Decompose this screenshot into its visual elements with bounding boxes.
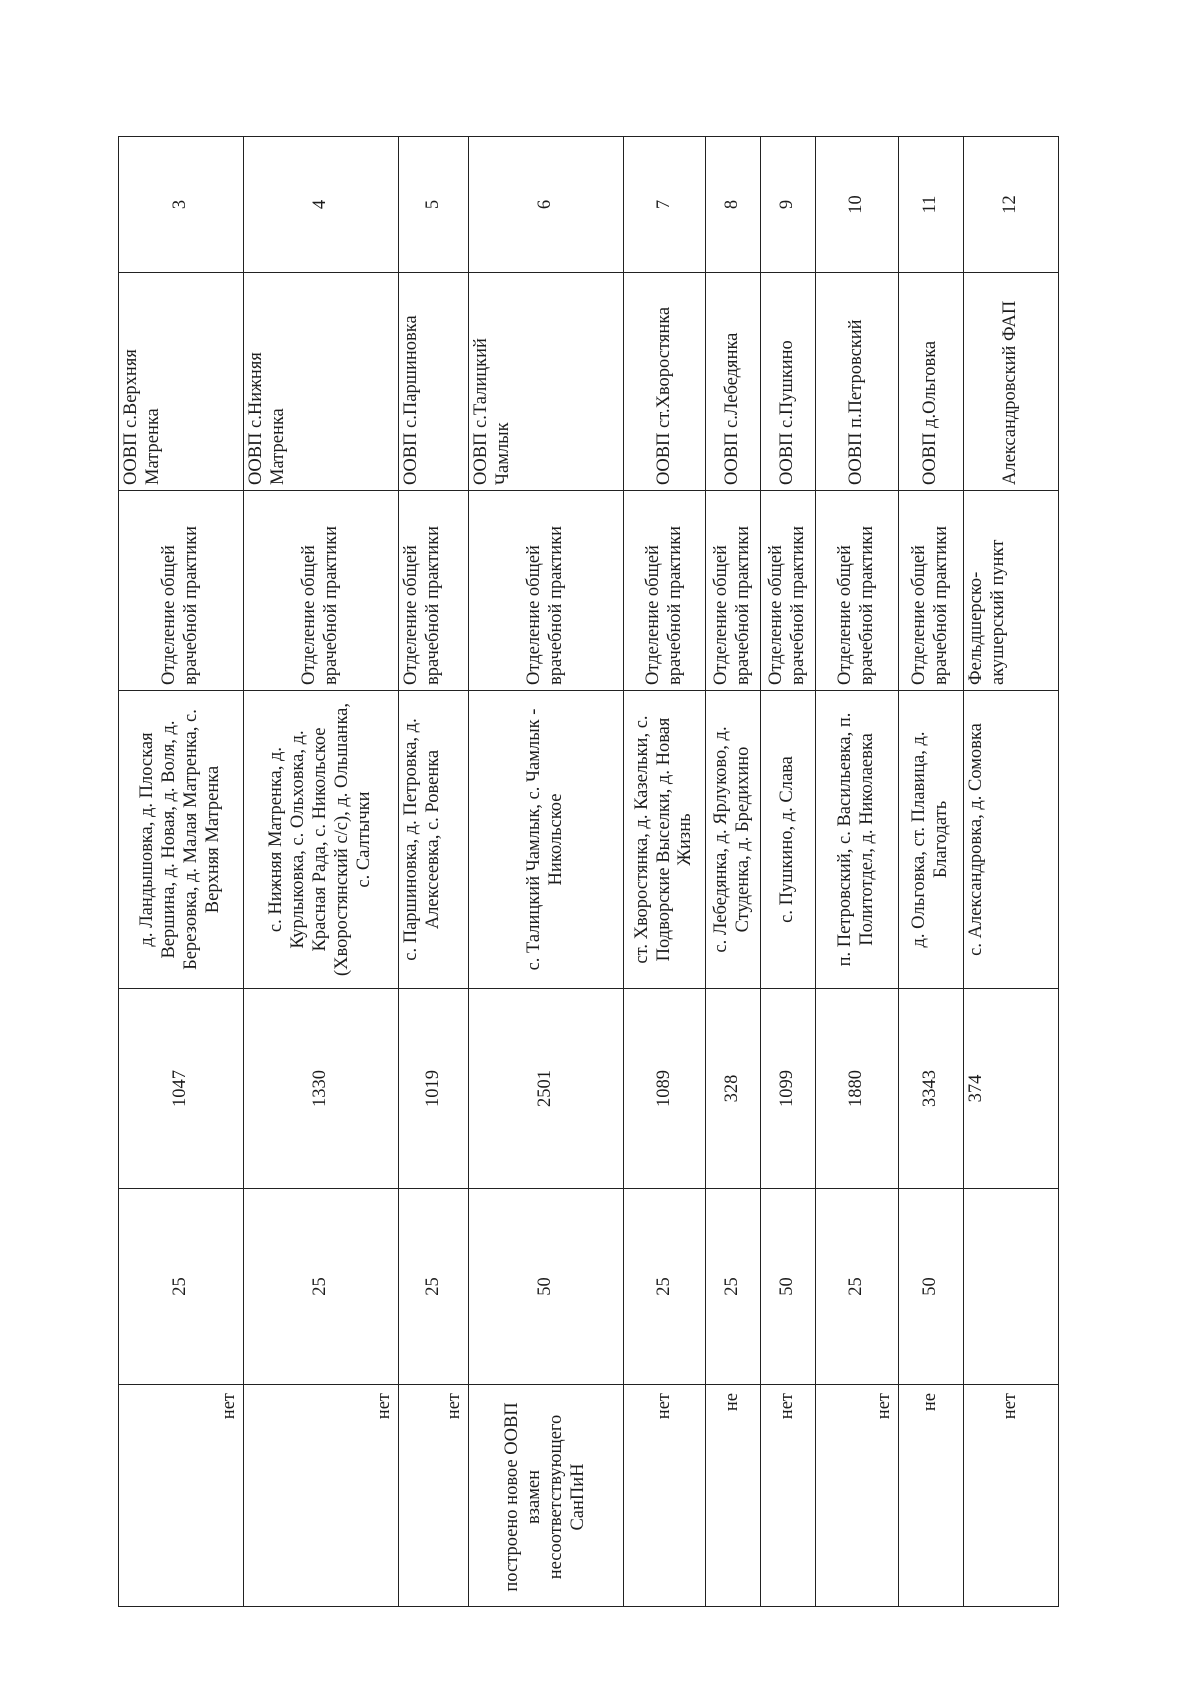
beds-cell: 50 [899, 1189, 964, 1385]
villages-cell: п. Петровский, с. Васильевка, п. Политотдел, д. Николаевка [816, 691, 899, 989]
facility-type-cell: Отделение общей врачебной практики [244, 491, 399, 691]
note-cell: не [899, 1385, 964, 1607]
population-cell: 374 [964, 989, 1059, 1189]
facility-name-cell: Александровский ФАП [964, 273, 1059, 491]
facility-type-cell: Отделение общей врачебной практики [706, 491, 761, 691]
note-cell: нет [964, 1385, 1059, 1607]
table-row [244, 137, 399, 1607]
population-cell: 1019 [399, 989, 469, 1189]
population-cell: 1089 [624, 989, 706, 1189]
facility-type-cell: Отделение общей врачебной практики [624, 491, 706, 691]
population-cell: 1880 [816, 989, 899, 1189]
row-number-cell: 10 [816, 137, 899, 273]
note-cell: построено новое ООВП взамен несоответствующего СанПиН [469, 1385, 624, 1607]
facility-type-cell: Отделение общей врачебной практики [469, 491, 624, 691]
row-number-cell: 7 [624, 137, 706, 273]
table-row [964, 137, 1059, 1607]
table-row [706, 137, 761, 1607]
facility-type-cell: Отделение общей врачебной практики [761, 491, 816, 691]
row-number-cell: 6 [469, 137, 624, 273]
note-cell: нет [119, 1385, 244, 1607]
note-cell: нет [816, 1385, 899, 1607]
villages-cell: с. Александровка, д. Сомовка [964, 691, 1059, 989]
villages-cell: с. Лебедянка, д. Ярлуково, д. Студенка, д. Бредихино [706, 691, 761, 989]
beds-cell: 50 [761, 1189, 816, 1385]
beds-cell [964, 1189, 1059, 1385]
population-cell: 3343 [899, 989, 964, 1189]
row-number-cell: 11 [899, 137, 964, 273]
facility-type-cell: Отделение общей врачебной практики [816, 491, 899, 691]
facility-name-cell: ООВП с.Талицкий Чамлык [469, 273, 624, 491]
villages-cell: с. Паршиновка, д. Петровка, д. Алексеевка, с. Ровенка [399, 691, 469, 989]
facility-name-cell: ООВП с.Верхняя Матренка [119, 273, 244, 491]
row-number-cell: 9 [761, 137, 816, 273]
facility-type-cell: Фельдшерско-акушерский пункт [964, 491, 1059, 691]
beds-cell: 25 [119, 1189, 244, 1385]
facility-name-cell: ООВП д.Ольговка [899, 273, 964, 491]
facility-name-cell: ООВП с.Паршиновка [399, 273, 469, 491]
villages-cell: д. Ольговка, ст. Плавица, д. Благодать [899, 691, 964, 989]
note-cell: нет [399, 1385, 469, 1607]
rotated-table-frame [118, 137, 1058, 1607]
table-row [399, 137, 469, 1607]
note-cell: нет [761, 1385, 816, 1607]
villages-cell: д. Ландышовка, д. Плоская Вершина, д. Новая, д. Воля, д. Березовка, д. Малая Матренка, с. Верхняя Матренка [119, 691, 244, 989]
table-row [469, 137, 624, 1607]
row-number-cell: 5 [399, 137, 469, 273]
beds-cell: 25 [624, 1189, 706, 1385]
population-cell: 1099 [761, 989, 816, 1189]
row-number-cell: 8 [706, 137, 761, 273]
table-row [761, 137, 816, 1607]
note-cell: нет [244, 1385, 399, 1607]
row-number-cell: 12 [964, 137, 1059, 273]
villages-cell: ст. Хворостянка, д. Казельки, с. Подворские Выселки, д. Новая Жизнь [624, 691, 706, 989]
villages-cell: с. Пушкино, д. Слава [761, 691, 816, 989]
facility-type-cell: Отделение общей врачебной практики [119, 491, 244, 691]
facility-name-cell: ООВП с.Лебедянка [706, 273, 761, 491]
table-row [119, 137, 244, 1607]
beds-cell: 50 [469, 1189, 624, 1385]
facilities-table [118, 136, 1059, 1607]
table-row [624, 137, 706, 1607]
facility-type-cell: Отделение общей врачебной практики [899, 491, 964, 691]
beds-cell: 25 [244, 1189, 399, 1385]
row-number-cell: 3 [119, 137, 244, 273]
population-cell: 1047 [119, 989, 244, 1189]
table-row [899, 137, 964, 1607]
villages-cell: с. Нижняя Матренка, д. Курлыковка, с. Ольховка, д. Красная Рада, с. Никольское (Хворостянский с/с), д. Ольшанка, с. Салтычки [244, 691, 399, 989]
facility-name-cell: ООВП с.Нижняя Матренка [244, 273, 399, 491]
population-cell: 328 [706, 989, 761, 1189]
population-cell: 2501 [469, 989, 624, 1189]
facility-type-cell: Отделение общей врачебной практики [399, 491, 469, 691]
beds-cell: 25 [399, 1189, 469, 1385]
beds-cell: 25 [706, 1189, 761, 1385]
table-row [816, 137, 899, 1607]
facility-name-cell: ООВП с.Пушкино [761, 273, 816, 491]
facility-name-cell: ООВП ст.Хворостянка [624, 273, 706, 491]
note-cell: нет [624, 1385, 706, 1607]
facility-name-cell: ООВП п.Петровский [816, 273, 899, 491]
villages-cell: с. Талицкий Чамлык, с. Чамлык - Никольское [469, 691, 624, 989]
beds-cell: 25 [816, 1189, 899, 1385]
note-cell: не [706, 1385, 761, 1607]
population-cell: 1330 [244, 989, 399, 1189]
row-number-cell: 4 [244, 137, 399, 273]
